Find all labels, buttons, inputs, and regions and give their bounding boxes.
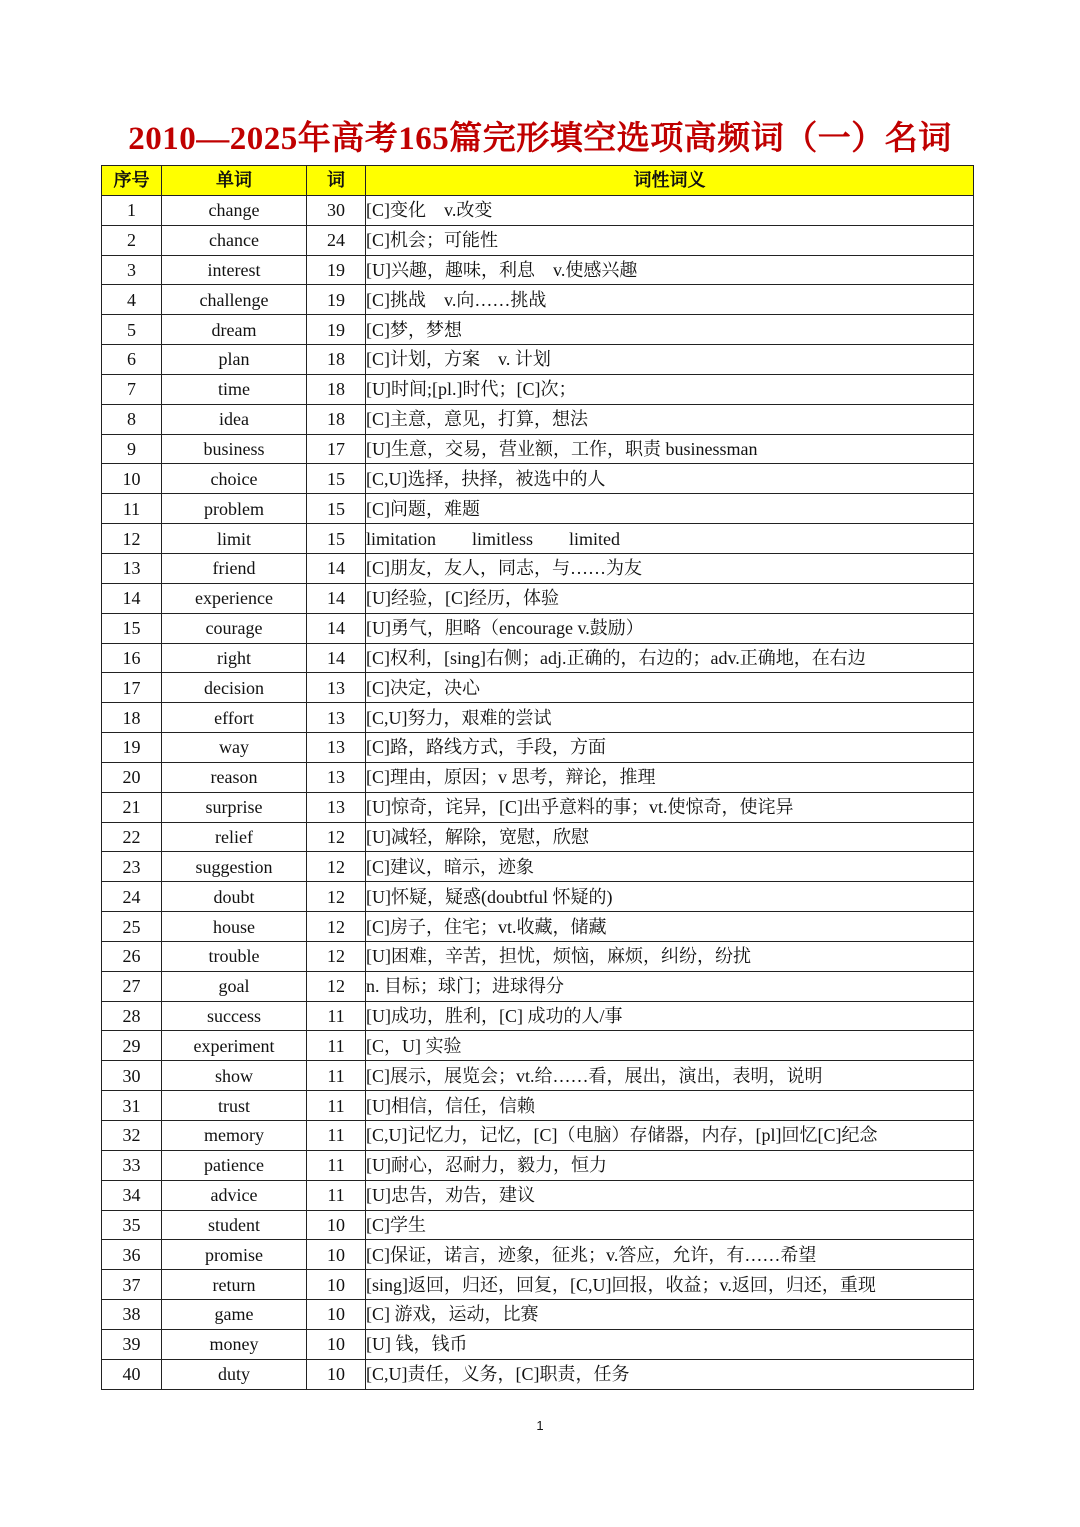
row-word: reason [162, 762, 307, 792]
row-word: duty [162, 1359, 307, 1389]
row-number: 30 [102, 1061, 162, 1091]
table-row [102, 822, 974, 852]
header-row [102, 166, 974, 196]
table-row [102, 553, 974, 583]
table-row [102, 912, 974, 942]
table-row [102, 703, 974, 733]
row-word: effort [162, 703, 307, 733]
row-definition: [U] 钱，钱币 [366, 1329, 974, 1359]
row-number: 23 [102, 852, 162, 882]
table-row [102, 1300, 974, 1330]
table-row [102, 1061, 974, 1091]
row-word: memory [162, 1121, 307, 1151]
row-number: 12 [102, 524, 162, 554]
row-definition: [C] 游戏，运动，比赛 [366, 1300, 974, 1330]
row-word: idea [162, 404, 307, 434]
row-frequency: 11 [307, 1001, 366, 1031]
row-number: 34 [102, 1180, 162, 1210]
table-row [102, 1359, 974, 1389]
row-definition: [C]展示，展览会；vt.给……看，展出，演出，表明，说明 [366, 1061, 974, 1091]
row-frequency: 12 [307, 971, 366, 1001]
row-frequency: 24 [307, 225, 366, 255]
row-definition: [C]主意，意见，打算，想法 [366, 404, 974, 434]
row-frequency: 12 [307, 882, 366, 912]
row-definition: [C]机会；可能性 [366, 225, 974, 255]
row-frequency: 11 [307, 1091, 366, 1121]
row-frequency: 13 [307, 703, 366, 733]
row-definition: [U]生意，交易，营业额，工作，职责 businessman [366, 434, 974, 464]
row-number: 29 [102, 1031, 162, 1061]
row-number: 2 [102, 225, 162, 255]
row-frequency: 18 [307, 345, 366, 375]
row-definition: [U]减轻，解除，宽慰，欣慰 [366, 822, 974, 852]
row-word: problem [162, 494, 307, 524]
table-row [102, 1031, 974, 1061]
row-frequency: 18 [307, 404, 366, 434]
row-definition: [C]问题，难题 [366, 494, 974, 524]
table-row [102, 1121, 974, 1151]
row-frequency: 12 [307, 941, 366, 971]
row-definition: [C]路，路线方式，手段，方面 [366, 733, 974, 763]
row-word: surprise [162, 792, 307, 822]
table-row [102, 852, 974, 882]
row-word: interest [162, 255, 307, 285]
row-definition: [C,U]记忆力，记忆，[C]（电脑）存储器，内存，[pl]回忆[C]纪念 [366, 1121, 974, 1151]
row-number: 19 [102, 733, 162, 763]
table-row [102, 434, 974, 464]
row-word: house [162, 912, 307, 942]
row-word: doubt [162, 882, 307, 912]
row-number: 31 [102, 1091, 162, 1121]
row-word: plan [162, 345, 307, 375]
row-definition: [C,U]努力，艰难的尝试 [366, 703, 974, 733]
row-number: 25 [102, 912, 162, 942]
row-number: 32 [102, 1121, 162, 1151]
table-row [102, 404, 974, 434]
table-row [102, 1210, 974, 1240]
row-word: success [162, 1001, 307, 1031]
row-frequency: 13 [307, 673, 366, 703]
row-number: 16 [102, 643, 162, 673]
row-definition: [C]梦，梦想 [366, 315, 974, 345]
row-number: 10 [102, 464, 162, 494]
row-frequency: 15 [307, 494, 366, 524]
row-frequency: 15 [307, 524, 366, 554]
row-frequency: 11 [307, 1121, 366, 1151]
row-definition: [U]勇气，胆略（encourage v.鼓励） [366, 613, 974, 643]
table-header [102, 166, 974, 196]
row-number: 36 [102, 1240, 162, 1270]
row-number: 28 [102, 1001, 162, 1031]
row-definition: [C,U]责任，义务，[C]职责，任务 [366, 1359, 974, 1389]
row-number: 21 [102, 792, 162, 822]
row-number: 24 [102, 882, 162, 912]
row-definition: n. 目标；球门；进球得分 [366, 971, 974, 1001]
header-def: 词性词义 [366, 166, 974, 196]
row-frequency: 19 [307, 315, 366, 345]
row-word: suggestion [162, 852, 307, 882]
row-frequency: 14 [307, 553, 366, 583]
table-row [102, 583, 974, 613]
row-word: student [162, 1210, 307, 1240]
row-definition: [C]朋友，友人，同志，与……为友 [366, 553, 974, 583]
row-number: 27 [102, 971, 162, 1001]
row-word: business [162, 434, 307, 464]
row-word: decision [162, 673, 307, 703]
row-word: limit [162, 524, 307, 554]
row-frequency: 10 [307, 1329, 366, 1359]
row-definition: [U]忠告，劝告，建议 [366, 1180, 974, 1210]
row-frequency: 13 [307, 733, 366, 763]
table-row [102, 941, 974, 971]
row-word: trust [162, 1091, 307, 1121]
row-number: 4 [102, 285, 162, 315]
row-number: 18 [102, 703, 162, 733]
row-definition: [C]计划，方案 v. 计划 [366, 345, 974, 375]
row-frequency: 10 [307, 1270, 366, 1300]
row-definition: [U]经验，[C]经历，体验 [366, 583, 974, 613]
row-frequency: 12 [307, 852, 366, 882]
row-word: dream [162, 315, 307, 345]
row-word: experience [162, 583, 307, 613]
row-number: 17 [102, 673, 162, 703]
row-definition: [U]困难，辛苦，担忧，烦恼，麻烦，纠纷，纷扰 [366, 941, 974, 971]
table-row [102, 1329, 974, 1359]
row-number: 33 [102, 1150, 162, 1180]
row-definition: [C]学生 [366, 1210, 974, 1240]
row-word: game [162, 1300, 307, 1330]
row-definition: [U]时间;[pl.]时代；[C]次； [366, 374, 974, 404]
row-word: change [162, 195, 307, 225]
row-definition: [U]怀疑，疑惑(doubtful 怀疑的) [366, 882, 974, 912]
row-frequency: 15 [307, 464, 366, 494]
table-row [102, 345, 974, 375]
row-word: patience [162, 1150, 307, 1180]
row-definition: [sing]返回，归还，回复，[C,U]回报，收益；v.返回，归还，重现 [366, 1270, 974, 1300]
row-frequency: 14 [307, 583, 366, 613]
row-number: 5 [102, 315, 162, 345]
row-word: show [162, 1061, 307, 1091]
row-definition: [C]变化 v.改变 [366, 195, 974, 225]
row-frequency: 19 [307, 255, 366, 285]
table-row [102, 374, 974, 404]
table-row [102, 524, 974, 554]
page-number: 1 [536, 1418, 544, 1433]
row-number: 14 [102, 583, 162, 613]
row-definition: [C]理由，原因；v 思考，辩论，推理 [366, 762, 974, 792]
table-row [102, 1001, 974, 1031]
row-frequency: 10 [307, 1359, 366, 1389]
row-word: right [162, 643, 307, 673]
row-definition: [C]建议，暗示，迹象 [366, 852, 974, 882]
row-word: advice [162, 1180, 307, 1210]
table-row [102, 1180, 974, 1210]
table-row [102, 1150, 974, 1180]
row-number: 1 [102, 195, 162, 225]
row-definition: [U]兴趣，趣味，利息 v.使感兴趣 [366, 255, 974, 285]
table-row [102, 971, 974, 1001]
row-frequency: 12 [307, 912, 366, 942]
row-definition: limitation limitless limited [366, 524, 974, 554]
row-word: courage [162, 613, 307, 643]
row-number: 6 [102, 345, 162, 375]
row-number: 22 [102, 822, 162, 852]
table-row [102, 733, 974, 763]
row-frequency: 13 [307, 762, 366, 792]
row-number: 15 [102, 613, 162, 643]
row-word: friend [162, 553, 307, 583]
table-row [102, 494, 974, 524]
row-number: 37 [102, 1270, 162, 1300]
table-row [102, 882, 974, 912]
table-row [102, 315, 974, 345]
row-frequency: 11 [307, 1061, 366, 1091]
row-frequency: 13 [307, 792, 366, 822]
row-word: return [162, 1270, 307, 1300]
row-frequency: 14 [307, 643, 366, 673]
table-row [102, 1270, 974, 1300]
table-row [102, 673, 974, 703]
row-definition: [C]挑战 v.向……挑战 [366, 285, 974, 315]
row-definition: [C]保证，诺言，迹象，征兆；v.答应，允许，有……希望 [366, 1240, 974, 1270]
row-number: 26 [102, 941, 162, 971]
row-definition: [U]相信，信任，信赖 [366, 1091, 974, 1121]
row-frequency: 10 [307, 1210, 366, 1240]
row-definition: [U]惊奇，诧异，[C]出乎意料的事；vt.使惊奇，使诧异 [366, 792, 974, 822]
table-row [102, 225, 974, 255]
row-word: money [162, 1329, 307, 1359]
row-word: time [162, 374, 307, 404]
table-row [102, 255, 974, 285]
row-frequency: 11 [307, 1180, 366, 1210]
row-definition: [C]房子，住宅；vt.收藏，储藏 [366, 912, 974, 942]
page-title: 2010—2025年高考165篇完形填空选项高频词（一）名词 [128, 121, 952, 157]
row-frequency: 18 [307, 374, 366, 404]
row-definition: [C]决定，决心 [366, 673, 974, 703]
row-number: 39 [102, 1329, 162, 1359]
header-num: 序号 [102, 166, 162, 196]
row-definition: [C]权利，[sing]右侧；adj.正确的，右边的；adv.正确地，在右边 [366, 643, 974, 673]
row-number: 3 [102, 255, 162, 285]
row-frequency: 10 [307, 1300, 366, 1330]
header-freq: 词 [307, 166, 366, 196]
row-word: promise [162, 1240, 307, 1270]
table-row [102, 1091, 974, 1121]
row-frequency: 19 [307, 285, 366, 315]
row-number: 20 [102, 762, 162, 792]
row-number: 7 [102, 374, 162, 404]
table-row [102, 195, 974, 225]
row-number: 13 [102, 553, 162, 583]
row-word: trouble [162, 941, 307, 971]
row-number: 11 [102, 494, 162, 524]
vocab-table [101, 165, 974, 1390]
row-number: 8 [102, 404, 162, 434]
row-frequency: 11 [307, 1150, 366, 1180]
row-word: goal [162, 971, 307, 1001]
row-definition: [C,U]选择，抉择，被选中的人 [366, 464, 974, 494]
row-number: 38 [102, 1300, 162, 1330]
row-frequency: 17 [307, 434, 366, 464]
table-row [102, 285, 974, 315]
row-definition: [U]成功，胜利，[C] 成功的人/事 [366, 1001, 974, 1031]
row-number: 9 [102, 434, 162, 464]
table-row [102, 792, 974, 822]
row-frequency: 30 [307, 195, 366, 225]
table-row [102, 464, 974, 494]
row-word: relief [162, 822, 307, 852]
table-row [102, 643, 974, 673]
row-word: chance [162, 225, 307, 255]
row-definition: [U]耐心，忍耐力，毅力，恒力 [366, 1150, 974, 1180]
table-row [102, 1240, 974, 1270]
header-word: 单词 [162, 166, 307, 196]
row-frequency: 12 [307, 822, 366, 852]
row-word: challenge [162, 285, 307, 315]
row-word: choice [162, 464, 307, 494]
row-frequency: 11 [307, 1031, 366, 1061]
row-number: 35 [102, 1210, 162, 1240]
table-row [102, 762, 974, 792]
row-frequency: 14 [307, 613, 366, 643]
row-frequency: 10 [307, 1240, 366, 1270]
row-number: 40 [102, 1359, 162, 1389]
row-word: way [162, 733, 307, 763]
table-body [102, 195, 974, 1389]
table-row [102, 613, 974, 643]
row-word: experiment [162, 1031, 307, 1061]
row-definition: [C，U] 实验 [366, 1031, 974, 1061]
